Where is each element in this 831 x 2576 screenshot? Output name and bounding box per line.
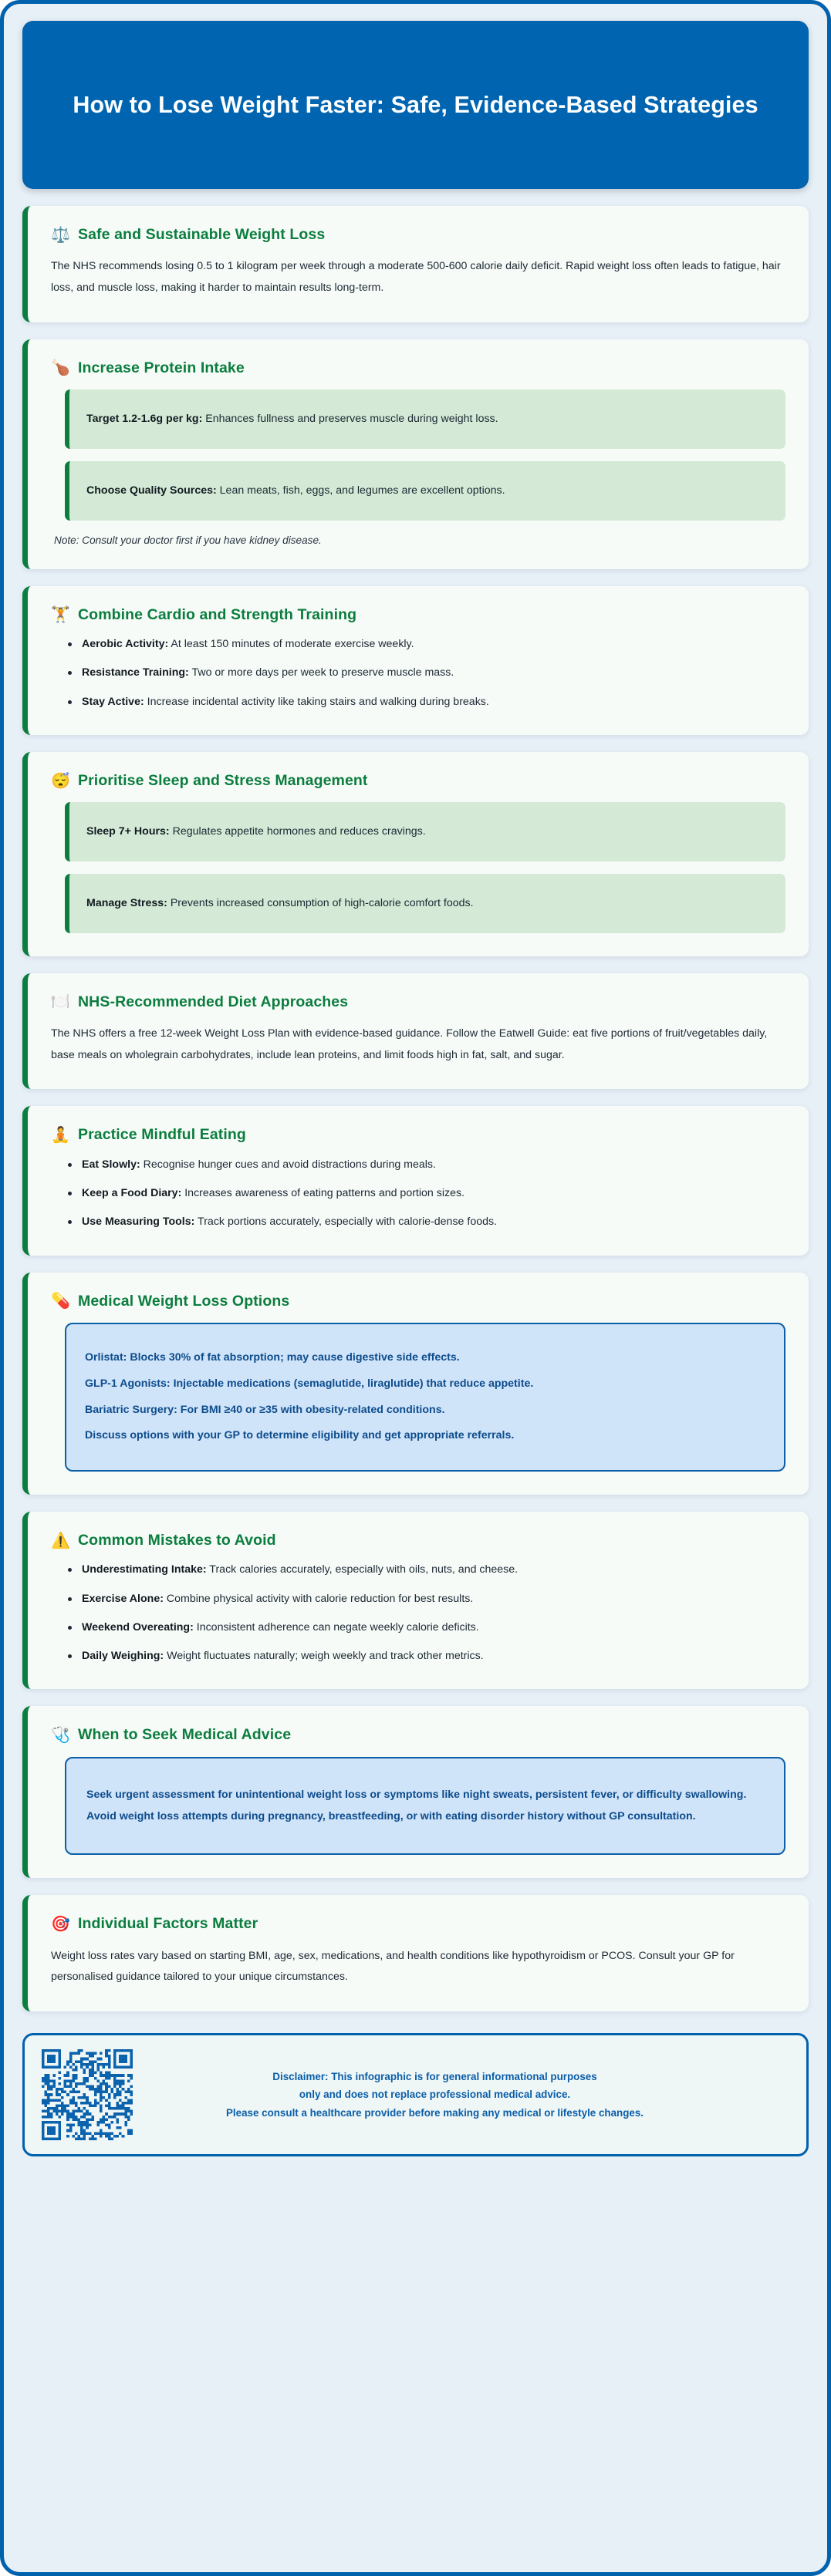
pill-icon: 💊 xyxy=(51,1293,70,1310)
highlight-text: Enhances fullness and preserves muscle during weight loss. xyxy=(202,413,498,426)
card-common-mistakes-to-avoid xyxy=(22,1512,809,1690)
medical-option-text: Injectable medications (semaglutide, liraglutide) that reduce appetite. xyxy=(170,1377,534,1390)
card-practice-mindful-eating xyxy=(22,1106,809,1255)
warning-triangle-icon: ⚠️ xyxy=(51,1532,70,1549)
list-item xyxy=(79,1157,785,1173)
card-title: Medical Weight Loss Options xyxy=(78,1292,290,1310)
card-title: Practice Mindful Eating xyxy=(78,1126,246,1144)
card-header xyxy=(51,606,785,624)
card-header xyxy=(51,1915,785,1933)
highlight-label: Target 1.2-1.6g per kg: xyxy=(86,413,203,426)
list-item-label: Use Measuring Tools: xyxy=(82,1216,195,1229)
card-header xyxy=(51,1532,785,1549)
sections-container xyxy=(22,206,809,2028)
card-increase-protein-intake xyxy=(22,339,809,569)
list-item-label: Eat Slowly: xyxy=(82,1158,140,1171)
card-paragraph: The NHS recommends losing 0.5 to 1 kilogram per week through a moderate 500-600 calorie daily deficit. Rapid weight loss often leads to fatigue, hair loss, and muscle loss, making it harder to maintain results long-term. xyxy=(51,260,781,295)
bullet-list xyxy=(51,1562,785,1664)
highlight-label: Sleep 7+ Hours: xyxy=(86,825,170,838)
highlight-text: Lean meats, fish, eggs, and legumes are excellent options. xyxy=(216,484,505,497)
card-header xyxy=(51,772,785,790)
card-title: When to Seek Medical Advice xyxy=(78,1726,292,1744)
card-header xyxy=(51,359,785,377)
list-item xyxy=(79,1620,785,1636)
list-item-label: Weekend Overeating: xyxy=(82,1620,194,1634)
medical-option-label: GLP-1 Agonists: xyxy=(85,1377,171,1390)
card-paragraph: Weight loss rates vary based on starting BMI, age, sex, medications, and health conditions like hypothyroidism or PCOS. Consult your GP for personalised guidance tailored to your unique circumstances. xyxy=(51,1949,735,1984)
card-header xyxy=(51,226,785,244)
card-title: Prioritise Sleep and Stress Management xyxy=(78,771,368,789)
card-header xyxy=(51,993,785,1011)
list-item-text: Inconsistent adherence can negate weekly calorie deficits. xyxy=(193,1620,479,1634)
card-safe-sustainable-weight-loss xyxy=(22,206,809,322)
list-item xyxy=(79,1214,785,1230)
disclaimer-bold: Disclaimer: xyxy=(272,2071,329,2083)
highlight-text: Regulates appetite hormones and reduces cravings. xyxy=(169,825,426,838)
list-item-text: Recognise hunger cues and avoid distractions during meals. xyxy=(140,1158,436,1171)
medical-advice-box: Seek urgent assessment for unintentional weight loss or symptoms like night sweats, persistent fever, or difficulty swallowing. Avoid weight loss attempts during pregnancy, breastfeeding, or with eating disorder history without GP consultation. xyxy=(65,1757,785,1855)
highlight-box xyxy=(65,389,785,449)
page-title: How to Lose Weight Faster: Safe, Evidence-Based Strategies xyxy=(73,91,758,118)
list-item-text: Combine physical activity with calorie reduction for best results. xyxy=(163,1592,474,1605)
list-item-label: Aerobic Activity: xyxy=(82,637,169,650)
list-item-label: Resistance Training: xyxy=(82,666,189,679)
list-item-text: Track portions accurately, especially with calorie-dense foods. xyxy=(194,1216,498,1229)
list-item-label: Keep a Food Diary: xyxy=(82,1187,182,1200)
highlight-box xyxy=(65,874,785,933)
list-item-label: Daily Weighing: xyxy=(82,1650,164,1663)
medical-options-box xyxy=(65,1323,785,1472)
list-item xyxy=(79,1648,785,1664)
medical-option-text: Blocks 30% of fat absorption; may cause digestive side effects. xyxy=(127,1351,460,1364)
list-item-text: At least 150 minutes of moderate exercise weekly. xyxy=(168,637,414,650)
bullet-list xyxy=(51,1157,785,1231)
medical-option-line xyxy=(85,1374,765,1395)
card-when-to-seek-medical-advice xyxy=(22,1706,809,1878)
card-paragraph: The NHS offers a free 12-week Weight Loss Plan with evidence-based guidance. Follow the Eatwell Guide: eat five portions of fruit/vegetables daily, base meals on wholegrain carbohydrates, include lean proteins, and limit foods high in fat, salt, and sugar. xyxy=(51,1027,768,1061)
disclaimer-line-3: Please consult a healthcare provider before making any medical or lifestyle changes. xyxy=(225,2106,644,2119)
list-item-text: Weight fluctuates naturally; weigh weekly and track other metrics. xyxy=(164,1650,484,1663)
list-item-text: Two or more days per week to preserve muscle mass. xyxy=(188,666,454,679)
card-title: Common Mistakes to Avoid xyxy=(78,1531,276,1549)
card-note: Note: Consult your doctor first if you have kidney disease. xyxy=(54,534,322,546)
stethoscope-icon: 🩺 xyxy=(51,1727,70,1745)
card-medical-weight-loss-options xyxy=(22,1273,809,1495)
plate-fork-knife-icon: 🍽️ xyxy=(51,993,70,1011)
meditation-lotus-icon: 🧘 xyxy=(51,1127,70,1145)
list-item xyxy=(79,665,785,681)
page-header xyxy=(22,21,809,189)
card-title: Safe and Sustainable Weight Loss xyxy=(78,226,326,243)
card-nhs-recommended-diet-approaches xyxy=(22,973,809,1090)
footer-disclaimer xyxy=(22,2033,809,2156)
card-combine-cardio-and-strength-training xyxy=(22,586,809,735)
weightlifter-icon: 🏋️ xyxy=(51,606,70,624)
target-dart-icon: 🎯 xyxy=(51,1915,70,1933)
list-item xyxy=(79,1185,785,1202)
disclaimer-line-1: Disclaimer: This infographic is for general informational purposes xyxy=(272,2071,597,2083)
sleeping-face-icon: 😴 xyxy=(51,772,70,790)
highlight-label: Manage Stress: xyxy=(86,896,167,909)
list-item xyxy=(79,694,785,710)
card-prioritise-sleep-and-stress-management xyxy=(22,752,809,956)
disclaimer-text xyxy=(140,2068,789,2121)
card-title: NHS-Recommended Diet Approaches xyxy=(78,993,349,1010)
list-item-label: Underestimating Intake: xyxy=(82,1563,207,1576)
medical-option-label: Orlistat: xyxy=(85,1351,127,1364)
highlight-box xyxy=(65,802,785,861)
qr-code[interactable] xyxy=(42,2049,133,2140)
list-item xyxy=(79,1562,785,1578)
medical-option-label: Bariatric Surgery: xyxy=(85,1403,177,1416)
balance-scale-icon: ⚖️ xyxy=(51,226,70,244)
card-title: Individual Factors Matter xyxy=(78,1915,258,1933)
disclaimer-line-2: only and does not replace professional medical advice. xyxy=(299,2089,571,2101)
card-individual-factors-matter xyxy=(22,1895,809,2011)
list-item-label: Exercise Alone: xyxy=(82,1592,164,1605)
list-item xyxy=(79,1591,785,1607)
medical-option-line xyxy=(85,1425,765,1447)
highlight-box xyxy=(65,461,785,521)
card-header xyxy=(51,1726,785,1744)
card-header xyxy=(51,1293,785,1310)
medical-option-line xyxy=(85,1400,765,1421)
card-header xyxy=(51,1126,785,1144)
list-item-text: Increase incidental activity like taking stairs and walking during breaks. xyxy=(144,695,489,708)
highlight-label: Choose Quality Sources: xyxy=(86,484,217,497)
bullet-list xyxy=(51,636,785,710)
poultry-leg-icon: 🍗 xyxy=(51,359,70,377)
list-item-text: Track calories accurately, especially with oils, nuts, and cheese. xyxy=(206,1563,519,1576)
medical-option-line xyxy=(85,1347,765,1369)
list-item-label: Stay Active: xyxy=(82,695,144,708)
highlight-text: Prevents increased consumption of high-calorie comfort foods. xyxy=(167,896,474,909)
list-item xyxy=(79,636,785,652)
medical-option-text: Discuss options with your GP to determine eligibility and get appropriate referrals. xyxy=(85,1429,515,1442)
list-item-text: Increases awareness of eating patterns and portion sizes. xyxy=(181,1187,465,1200)
card-title: Combine Cardio and Strength Training xyxy=(78,605,357,623)
card-title: Increase Protein Intake xyxy=(78,359,245,376)
medical-option-text: For BMI ≥40 or ≥35 with obesity-related conditions. xyxy=(177,1403,445,1416)
